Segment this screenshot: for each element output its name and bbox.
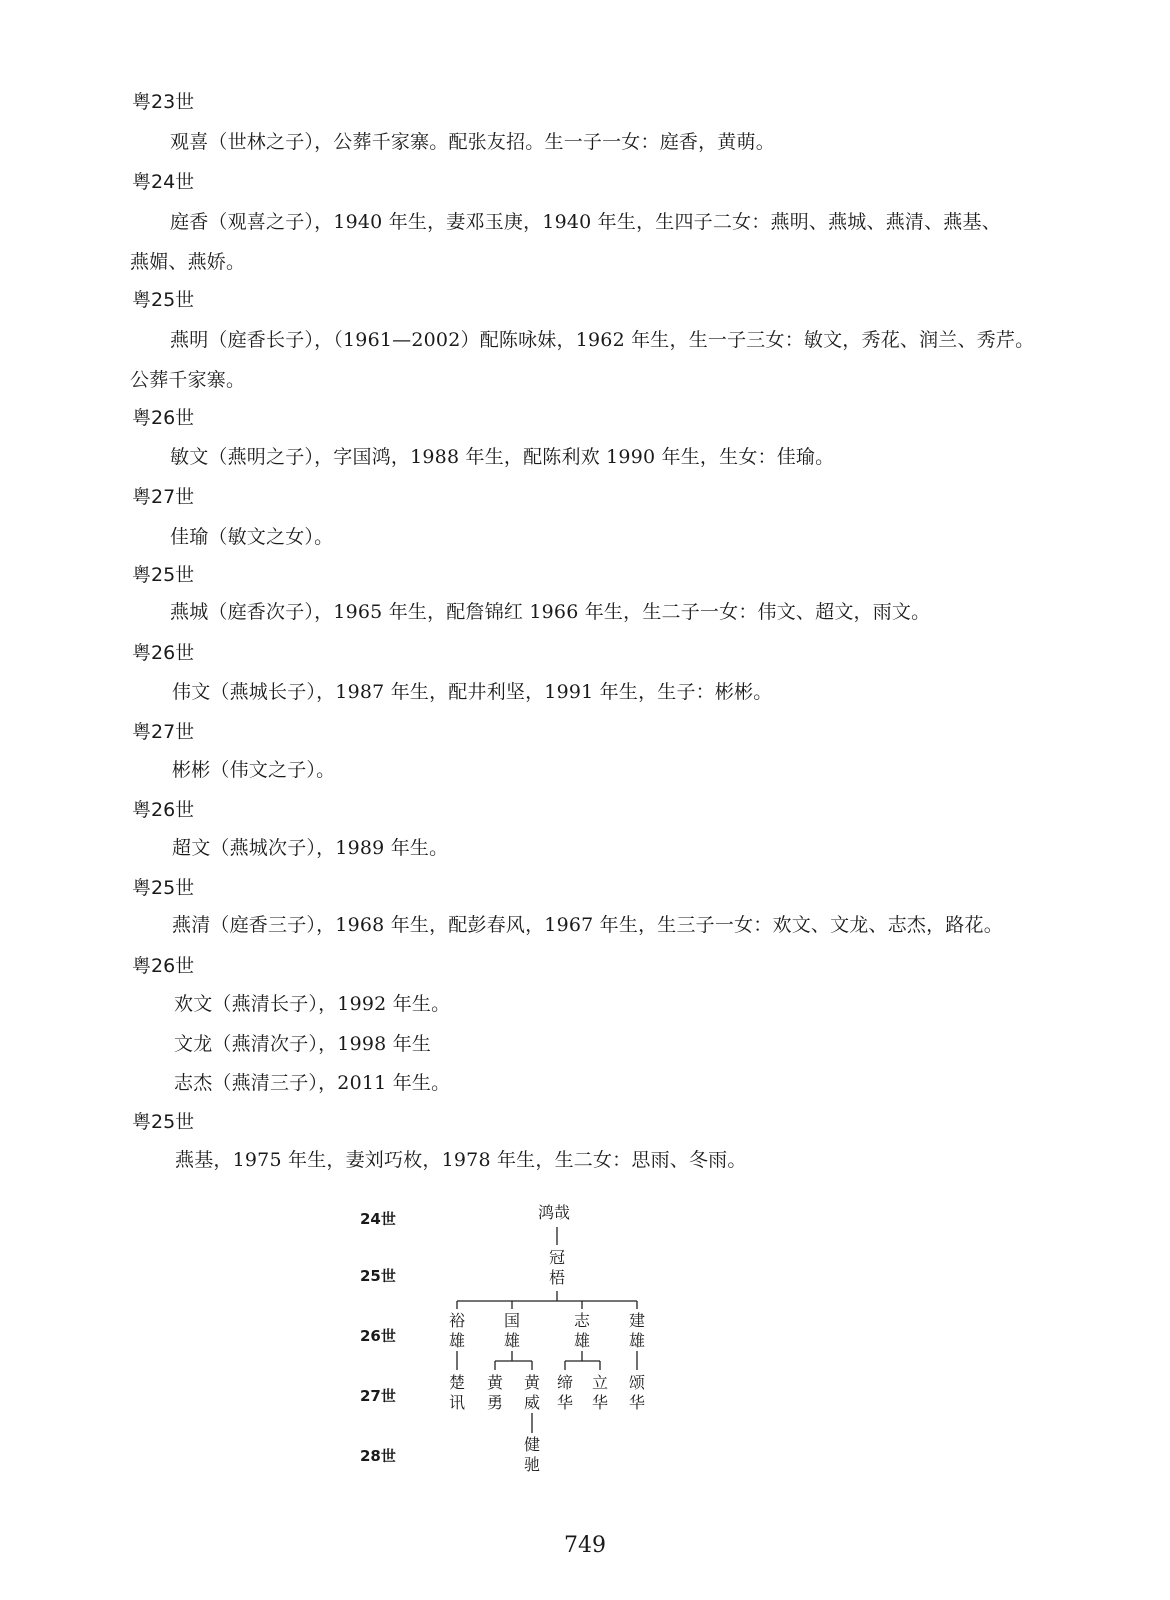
generation-heading: 粤26世 [132, 955, 195, 977]
tree-generation-label: 26世 [360, 1327, 396, 1345]
tree-generation-label: 24世 [360, 1210, 396, 1228]
entry-text: 燕明（庭香长子），（1961—2002）配陈咏妹，1962 年生，生一子三女：敏文，秀花、润兰、秀芹。 [170, 329, 1035, 351]
tree-generation-label: 28世 [360, 1447, 396, 1465]
tree-node-guanwu: 冠梧 [548, 1248, 565, 1287]
generation-heading: 粤26世 [132, 642, 195, 664]
tree-node-chuxun: 楚讯 [448, 1373, 465, 1412]
entry-text: 伟文（燕城长子），1987 年生，配井利坚，1991 年生，生子：彬彬。 [172, 681, 773, 703]
tree-node-lihua: 立华 [591, 1373, 608, 1412]
generation-heading: 粤24世 [132, 171, 195, 193]
entry-text: 燕清（庭香三子），1968 年生，配彭春风，1967 年生，生三子一女：欢文、文龙、志杰，路花。 [172, 914, 1003, 936]
tree-node-guoxiong: 国雄 [503, 1311, 520, 1350]
tree-node-huangyong: 黄勇 [486, 1373, 503, 1412]
generation-heading: 粤27世 [132, 486, 195, 508]
entry-text: 彬彬（伟文之子）。 [172, 759, 336, 781]
entry-text: 庭香（观喜之子），1940 年生，妻邓玉庚，1940 年生，生四子二女：燕明、燕城、燕清、燕基、 [170, 211, 1001, 233]
tree-generation-label: 27世 [360, 1387, 396, 1405]
tree-node-zhixiong: 志雄 [573, 1311, 590, 1350]
generation-heading: 粤26世 [132, 407, 195, 429]
entry-text: 志杰（燕清三子），2011 年生。 [174, 1072, 451, 1094]
generation-heading: 粤26世 [132, 799, 195, 821]
entry-text: 超文（燕城次子），1989 年生。 [172, 837, 449, 859]
entry-text: 欢文（燕清长子），1992 年生。 [174, 993, 451, 1015]
generation-heading: 粤25世 [132, 289, 195, 311]
generation-heading: 粤25世 [132, 1111, 195, 1133]
entry-text: 敏文（燕明之子），字国鸿，1988 年生，配陈利欢 1990 年生，生女：佳瑜。 [170, 446, 835, 468]
entry-text: 燕城（庭香次子），1965 年生，配詹锦红 1966 年生，生二子一女：伟文、超文，雨文。 [170, 601, 931, 623]
tree-node-songhua: 颂华 [628, 1373, 645, 1412]
tree-node-jianxiong: 建雄 [628, 1311, 645, 1350]
entry-text-continued: 公葬千家寨。 [130, 369, 246, 391]
generation-heading: 粤27世 [132, 721, 195, 743]
entry-text: 观喜（世林之子），公葬千家寨。配张友招。生一子一女：庭香，黄萌。 [170, 131, 775, 153]
generation-heading: 粤25世 [132, 877, 195, 899]
generation-heading: 粤25世 [132, 564, 195, 586]
tree-generation-label: 25世 [360, 1267, 396, 1285]
entry-text: 文龙（燕清次子），1998 年生 [174, 1033, 432, 1055]
tree-node-hongzai: 鸿哉 [538, 1203, 571, 1222]
tree-node-yuxiong: 裕雄 [448, 1311, 465, 1350]
family-tree-diagram [340, 1203, 680, 1505]
entry-text: 燕基，1975 年生，妻刘巧枚，1978 年生，生二女：思雨、冬雨。 [175, 1149, 747, 1171]
tree-node-jianchi: 健驰 [523, 1435, 540, 1474]
page-number: 749 [564, 1533, 606, 1558]
entry-text: 佳瑜（敏文之女）。 [170, 526, 334, 548]
entry-text-continued: 燕媚、燕娇。 [130, 251, 246, 273]
tree-node-dihua: 缔华 [556, 1373, 573, 1412]
generation-heading: 粤23世 [132, 91, 195, 113]
tree-node-huangwei: 黄威 [523, 1373, 540, 1412]
